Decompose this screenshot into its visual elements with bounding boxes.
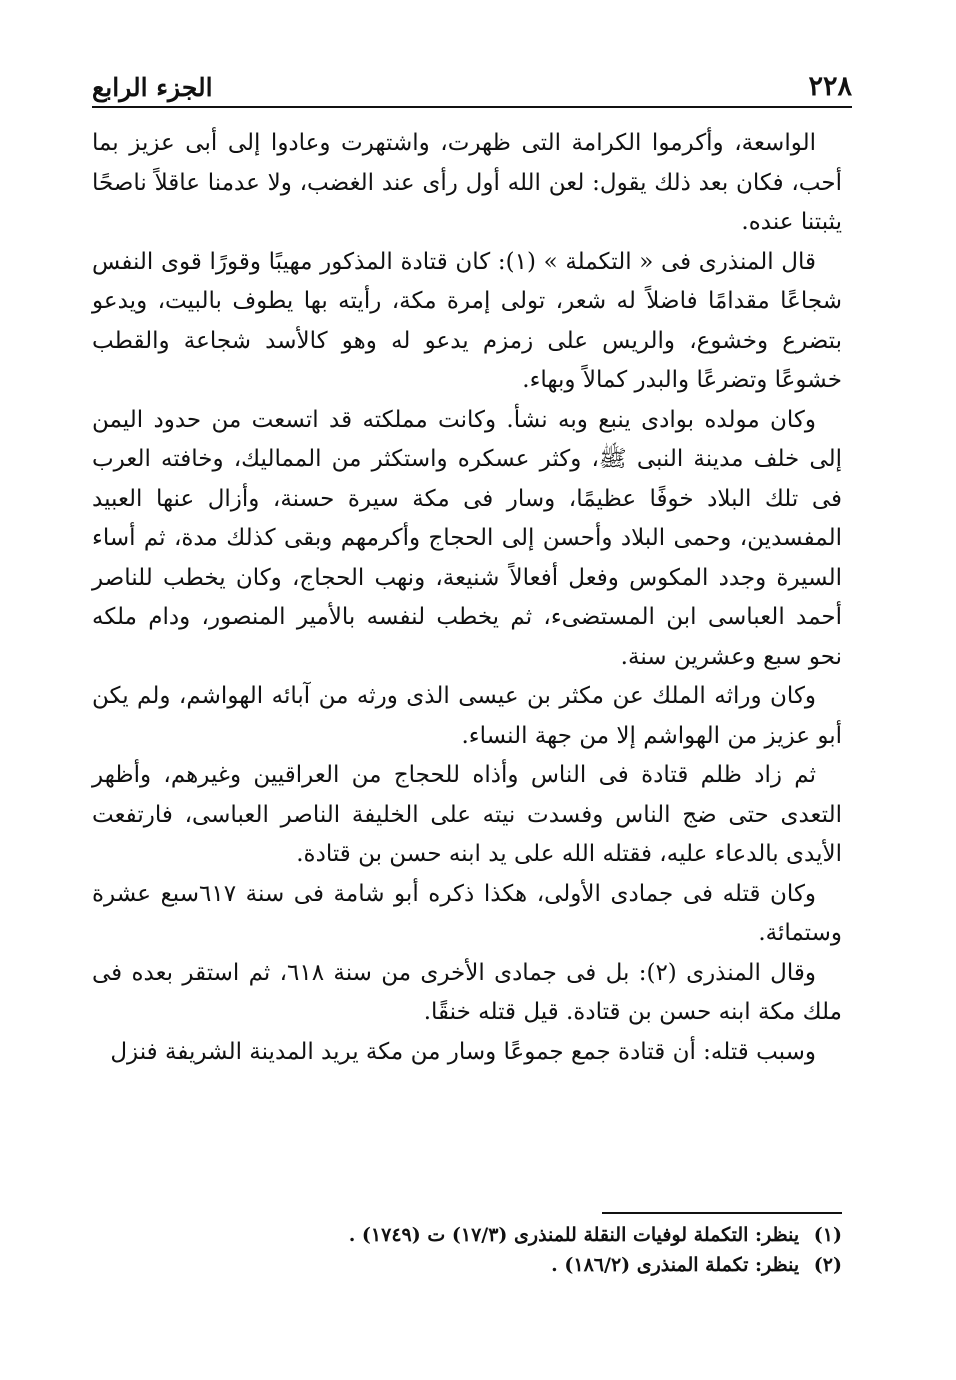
footnote (92, 1220, 842, 1250)
main-text (92, 124, 842, 1072)
page-number: ٢٢٨ (808, 71, 852, 102)
footnote-number: (١) (813, 1224, 842, 1246)
paragraph: وكان قتله فى جمادى الأولى، هكذا ذكره أبو شامة فى سنة ٦١٧سبع عشرة وستمائة. (92, 880, 842, 946)
page-header (92, 62, 852, 102)
paragraph: وكان مولده بوادى ينبع وبه نشأ. وكانت مملكته قد اتسعت من حدود اليمن إلى خلف مدينة النبى ﷺ، وكثر عسكره واستكثر من المماليك، وخافته العرب فى تلك البلاد خوفًا عظيمًا، وسار فى مكة سيرة حسنة، وأزال عنها العبيد المفسدين، وحمى البلاد وأحسن إلى الحجاج وأكرمهم وبقى كذلك مدة، ثم أساء السيرة وجدد المكوس وفعل أفعالاً شنيعة، ونهب الحجاج، وكان يخطب للناصر أحمد العباسى ابن المستضىء، ثم يخطب لنفسه بالأمير المنصور، ودام ملكه نحو سبع وعشرين سنة. (92, 406, 842, 670)
paragraph: ثم زاد ظلم قتادة فى الناس وأذاه للحجاج من العراقيين وغيرهم، وأظهر التعدى حتى ضج الناس وفسدت نيته على الخليفة الناصر العباسى، فارتفعت الأيدى بالدعاء عليه، فقتله الله على يد ابنه حسن بن قتادة. (92, 762, 842, 867)
footnotes (92, 1220, 842, 1280)
footnote-text: ينظر: تكملة المنذرى (١٨٦/٢) . (551, 1254, 800, 1276)
footnote-number: (٢) (813, 1254, 842, 1276)
running-title: الجزء الرابع (92, 73, 213, 102)
header-divider (92, 106, 852, 108)
footnote-text: ينظر: التكملة لوفيات النقلة للمنذرى (١٧/٣) ت (١٧٤٩) . (348, 1224, 800, 1246)
footnote (92, 1250, 842, 1280)
footnote-divider (602, 1212, 842, 1214)
paragraph: قال المنذرى فى « التكملة » (١): كان قتادة المذكور مهيبًا وقورًا قوى النفس شجاعًا مقدامًا فاضلاً له شعر، تولى إمرة مكة، رأيته بها يطوف بالبيت، ويدعو بتضرع وخشوع، والريس على زمزم يدعو له وهو كالأسد شجاعة والقطب خشوعًا وتضرعًا والبدر كمالاً وبهاء. (92, 248, 842, 393)
paragraph: وقال المنذرى (٢): بل فى جمادى الأخرى من سنة ٦١٨، ثم استقر بعده فى ملك مكة ابنه حسن بن قتادة. قيل قتله خنقًا. (92, 959, 842, 1025)
paragraph: وكان وراثه الملك عن مكثر بن عيسى الذى ورثه من آبائه الهواشم، ولم يكن أبو عزيز من الهواشم إلا من جهة النساء. (92, 683, 842, 749)
paragraph: الواسعة، وأكرموا الكرامة التى ظهرت، واشتهرت وعادوا إلى أبى عزيز بما أحب، فكان بعد ذلك يقول: لعن الله أول رأى عند الغضب، ولا عدمنا عاقلاً ناصحًا يثبتنا عنده. (92, 130, 842, 235)
paragraph: وسبب قتله: أن قتادة جمع جموعًا وسار من مكة يريد المدينة الشريفة فنزل (110, 1038, 816, 1065)
